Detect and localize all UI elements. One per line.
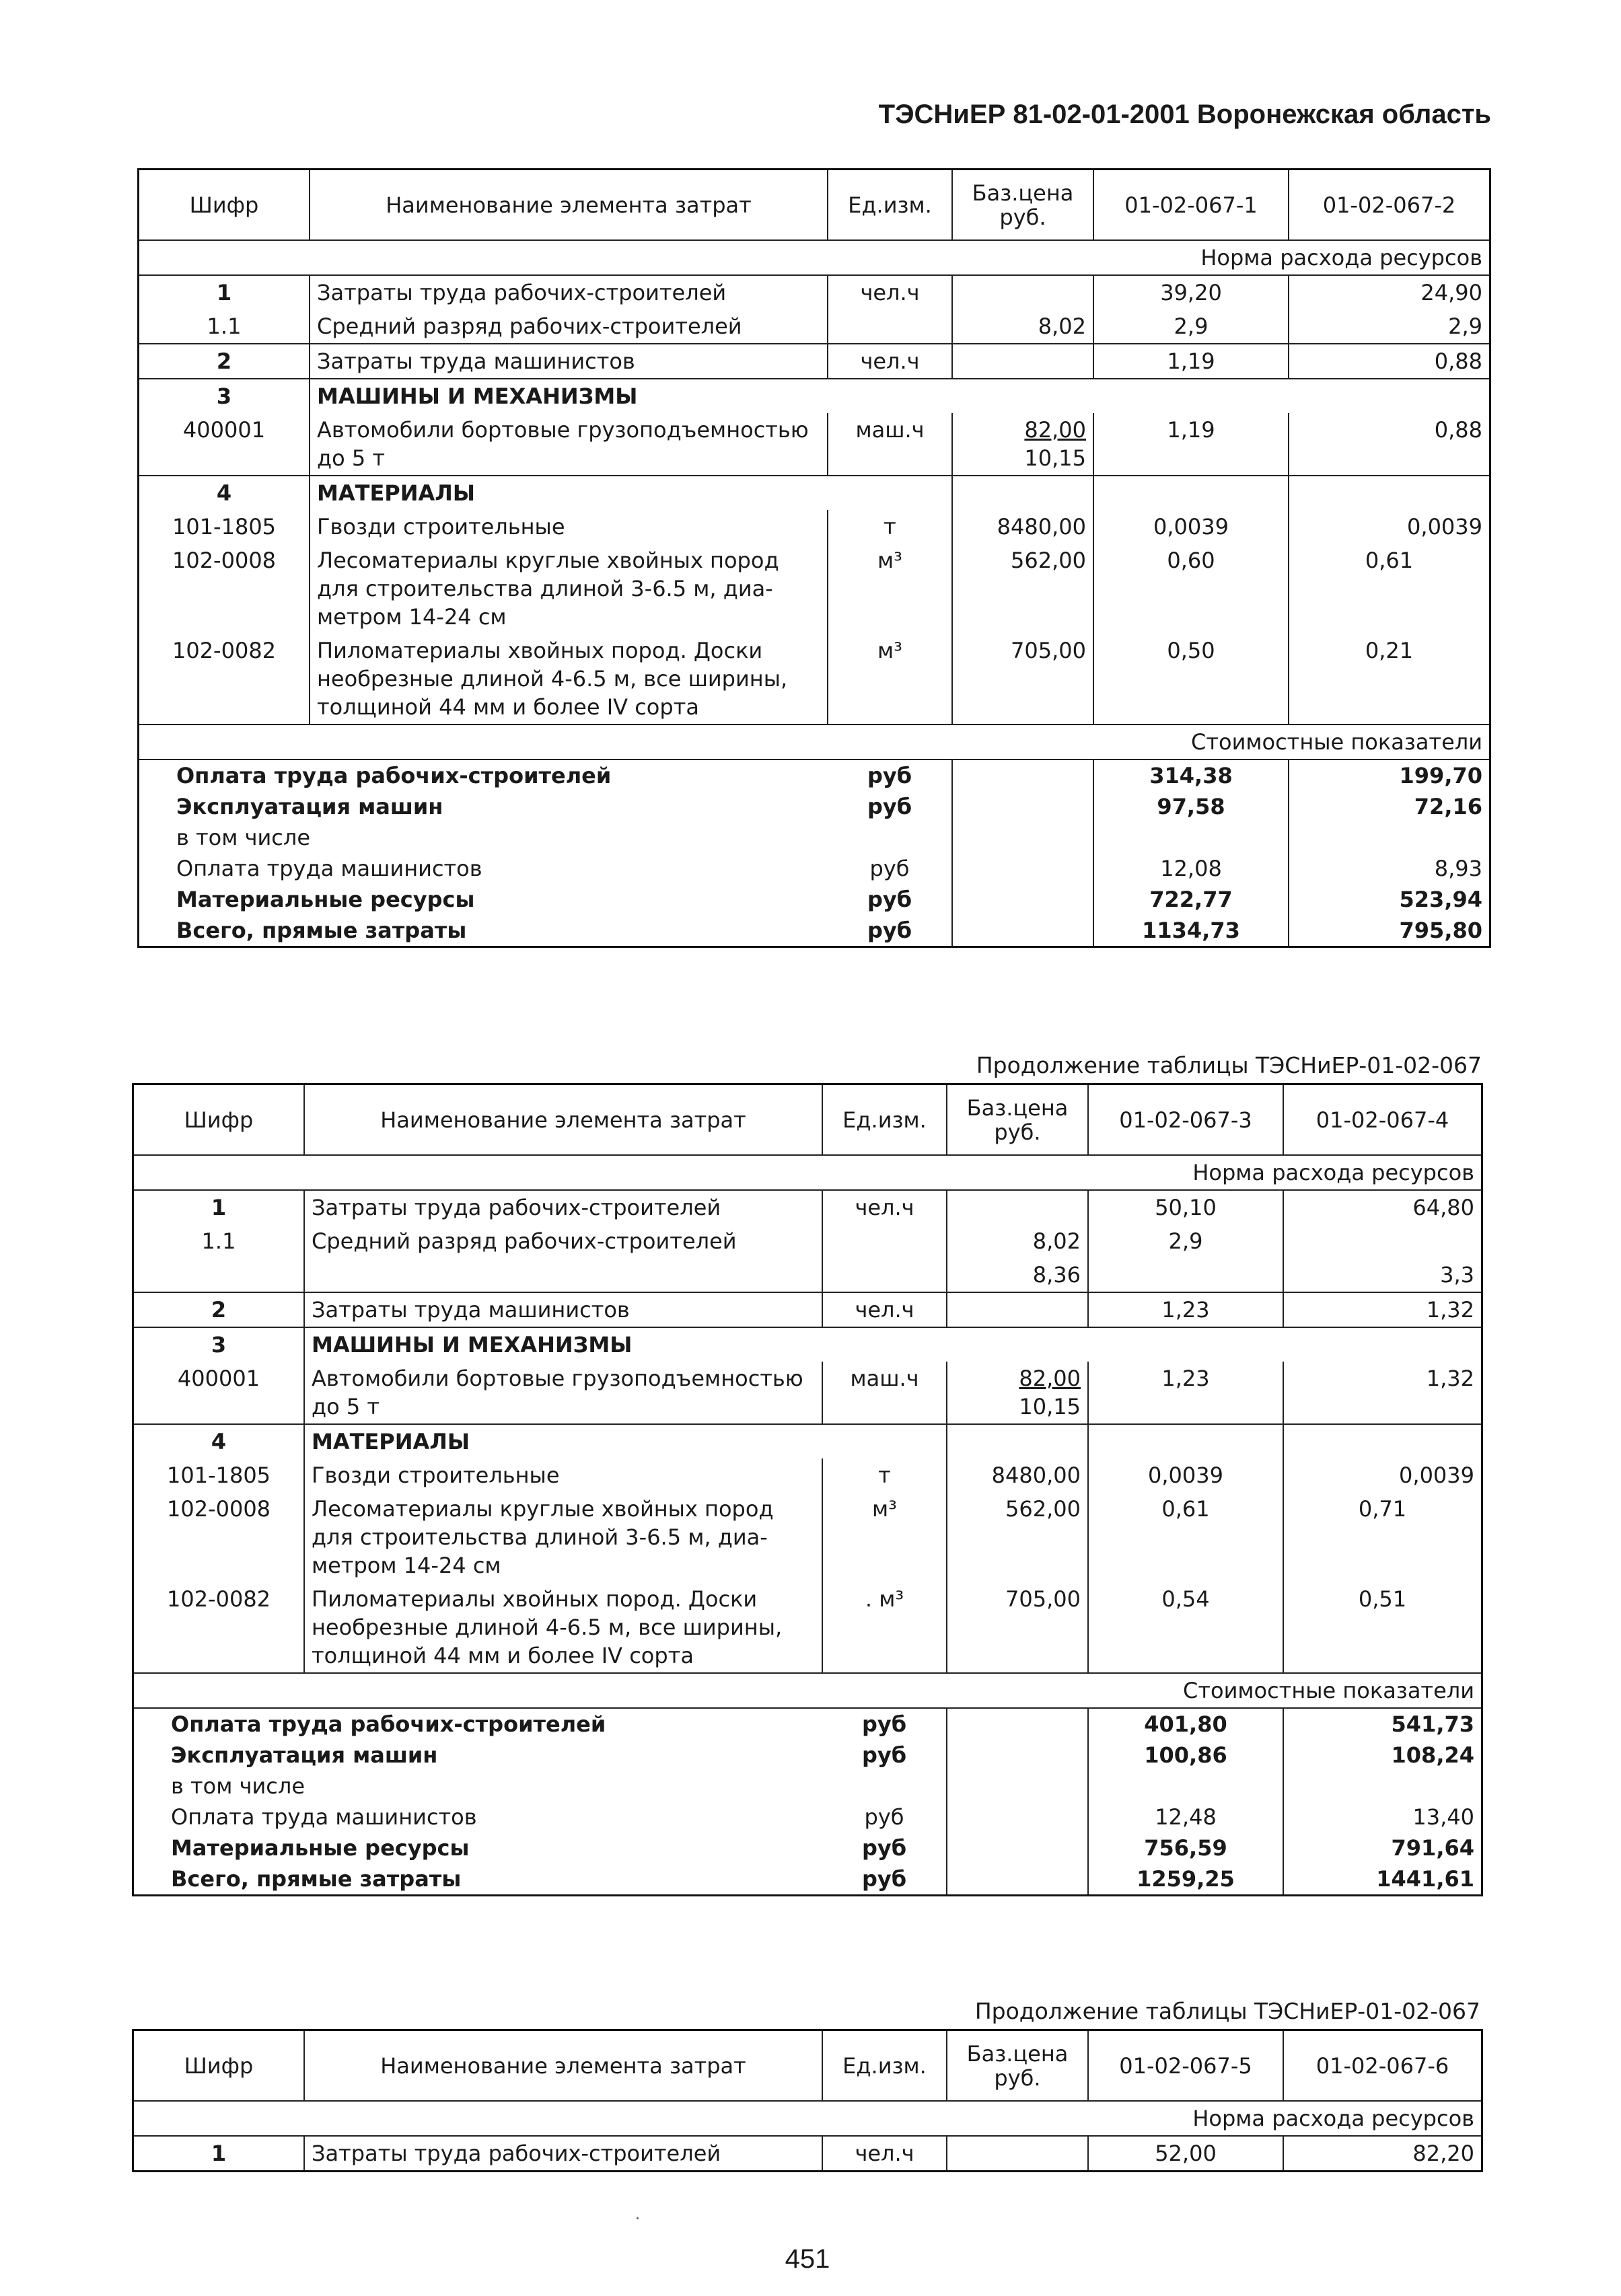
col-header-variant-2: 01-02-067-2	[1289, 170, 1489, 240]
col-header-code: Шифр	[189, 192, 259, 218]
col-header-unit: Ед.изм.	[822, 1085, 947, 1155]
table-row: 4 МАТЕРИАЛЫ	[139, 476, 1489, 510]
cost-row: Эксплуатация машин руб 100,86 108,24	[134, 1740, 1481, 1771]
cost-row: Эксплуатация машин руб 97,58 72,16	[139, 791, 1489, 822]
col-header-variant-6: 01-02-067-6	[1283, 2031, 1481, 2101]
col-header-name: Наименование элемента затрат	[304, 2031, 822, 2101]
cost-row: Всего, прямые затраты руб 1259,25 1441,61	[134, 1863, 1481, 1894]
resource-table-1	[137, 168, 1491, 948]
table-row: 1 Затраты труда рабочих-строителей чел.ч 50,10 64,80	[134, 1190, 1481, 1224]
continuation-caption-1: Продолжение таблицы ТЭСНиЕР-01-02-067	[976, 1052, 1482, 1078]
table-row: 1.1 Средний разряд рабочих-строителей 8,02 2,9	[134, 1224, 1481, 1258]
cost-row: Оплата труда машинистов руб 12,48 13,40	[134, 1802, 1481, 1832]
table-row: 2 Затраты труда машинистов чел.ч 1,23 1,32	[134, 1292, 1481, 1327]
cost-row: Материальные ресурсы руб 722,77 523,94	[139, 884, 1489, 915]
norm-section-title: Норма расхода ресурсов	[134, 1155, 1481, 1190]
cost-row: в том числе	[134, 1771, 1481, 1802]
col-header-code: Шифр	[184, 1107, 254, 1133]
norm-section-title: Норма расхода ресурсов	[134, 2101, 1481, 2136]
cost-row: Оплата труда рабочих-строителей руб 314,38 199,70	[139, 760, 1489, 791]
table-row: 102-0082 Пиломатериалы хвойных пород. Доски необрезные длиной 4-6.5 м, все ширины, толщиной 44 мм и более IV сорта . м³ 705,00 0,54 0,51	[134, 1582, 1481, 1673]
cost-row: Оплата труда рабочих-строителей руб 401,80 541,73	[134, 1708, 1481, 1740]
col-header-name: Наименование элемента затрат	[304, 1085, 822, 1155]
table-row: 1 Затраты труда рабочих-строителей чел.ч 39,20 24,90	[139, 275, 1489, 309]
col-header-variant-5: 01-02-067-5	[1088, 2031, 1283, 2101]
page-number: 451	[785, 2244, 830, 2274]
table-row: 101-1805 Гвозди строительные т 8480,00 0,0039 0,0039	[139, 510, 1489, 544]
table-row: 400001 Автомобили бортовые грузоподъемностью до 5 т маш.ч 82,00 10,15 1,19 0,88	[139, 413, 1489, 476]
cost-row: Всего, прямые затраты руб 1134,73 795,80	[139, 915, 1489, 946]
table-row: 102-0008 Лесоматериалы круглые хвойных пород для строительства длиной 3-6.5 м, диа-метром 14-24 см м³ 562,00 0,61 0,71	[134, 1492, 1481, 1582]
norm-section-title: Норма расхода ресурсов	[139, 240, 1489, 275]
cost-row: Материальные ресурсы руб 756,59 791,64	[134, 1832, 1481, 1863]
table-row: 400001 Автомобили бортовые грузоподъемностью до 5 т маш.ч 82,00 10,15 1,23 1,32	[134, 1362, 1481, 1424]
cost-section-title: Стоимостные показатели	[134, 1673, 1481, 1708]
col-header-unit: Ед.изм.	[828, 170, 952, 240]
resource-table-3	[132, 2029, 1483, 2172]
col-header-variant-4: 01-02-067-4	[1283, 1085, 1481, 1155]
cost-row: Оплата труда машинистов руб 12,08 8,93	[139, 853, 1489, 884]
col-header-variant-3: 01-02-067-3	[1088, 1085, 1283, 1155]
table-row: 1 Затраты труда рабочих-строителей чел.ч 52,00 82,20	[134, 2136, 1481, 2170]
col-header-price: Баз.цена руб.	[947, 2031, 1088, 2101]
document-header: ТЭСНиЕР 81-02-01-2001 Воронежская область	[878, 100, 1491, 129]
scan-speck	[637, 2217, 639, 2219]
col-header-price: Баз.цена руб.	[947, 1085, 1088, 1155]
col-header-price: Баз.цена руб.	[952, 170, 1093, 240]
table-header-row	[134, 2031, 1481, 2101]
table-header-row	[139, 170, 1489, 240]
resource-table-2	[132, 1083, 1483, 1896]
table-row: 1.1 Средний разряд рабочих-строителей 8,02 2,9 2,9	[139, 309, 1489, 344]
col-header-name: Наименование элемента затрат	[310, 170, 828, 240]
table-row: 4 МАТЕРИАЛЫ	[134, 1424, 1481, 1458]
table-row: 102-0008 Лесоматериалы круглые хвойных пород для строительства длиной 3-6.5 м, диа-метром 14-24 см м³ 562,00 0,60 0,61	[139, 544, 1489, 634]
continuation-caption-2: Продолжение таблицы ТЭСНиЕР-01-02-067	[974, 1998, 1480, 2024]
table-row: 8,36 3,3	[134, 1258, 1481, 1292]
table-row: 3 МАШИНЫ И МЕХАНИЗМЫ	[134, 1327, 1481, 1362]
cost-row: в том числе	[139, 822, 1489, 853]
table-row: 101-1805 Гвозди строительные т 8480,00 0,0039 0,0039	[134, 1458, 1481, 1492]
table-row: 102-0082 Пиломатериалы хвойных пород. Доски необрезные длиной 4-6.5 м, все ширины, толщиной 44 мм и более IV сорта м³ 705,00 0,50 0,21	[139, 634, 1489, 725]
col-header-variant-1: 01-02-067-1	[1093, 170, 1289, 240]
table-row: 3 МАШИНЫ И МЕХАНИЗМЫ	[139, 379, 1489, 413]
table-header-row	[134, 1085, 1481, 1155]
table-row: 2 Затраты труда машинистов чел.ч 1,19 0,88	[139, 344, 1489, 379]
cost-section-title: Стоимостные показатели	[139, 725, 1489, 760]
col-header-code: Шифр	[184, 2052, 254, 2079]
col-header-unit: Ед.изм.	[822, 2031, 947, 2101]
